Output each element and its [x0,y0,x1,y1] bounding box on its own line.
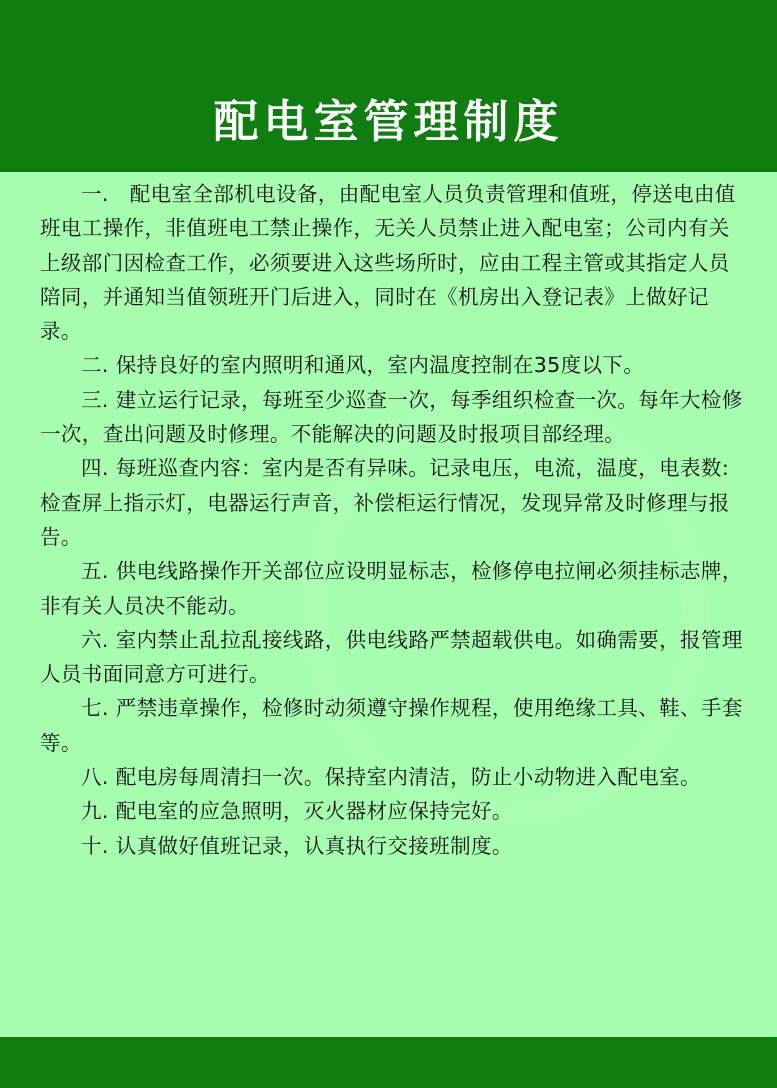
rule-paragraph-2: 二. 保持良好的室内照明和通风，室内温度控制在35度以下。 [81,353,645,378]
rule-paragraph-9: 九. 配电室的应急照明，灭火器材应保持完好。 [81,799,513,824]
rule-paragraph-1: 一. 配电室全部机电设备，由配电室人员负责管理和值班，停送电由值班电工操作，非值班电工禁止操作，无关人员禁止进入配电室；公司内有关上级部门因检查工作，必须要进入这些场所时，应由工程主管或其指定人员陪同，并通知当值领班开门后进入，同时在《机房出入登记表》上做好记录。 [40,182,736,344]
rule-paragraph-3: 三. 建立运行记录，每班至少巡查一次，每季组织检查一次。每年大检修一次，查出问题及时修理。不能解决的问题及时报项目部经理。 [40,387,743,447]
rule-paragraph-8: 八. 配电房每周清扫一次。保持室内清洁，防止小动物进入配电室。 [81,765,701,790]
rule-paragraph-10: 十. 认真做好值班记录，认真执行交接班制度。 [81,833,513,858]
rule-paragraph-4: 四. 每班巡查内容：室内是否有异味。记录电压，电流，温度，电表数:检查屏上指示灯，电器运行声音，补偿柜运行情况，发现异常及时修理与报告。 [40,456,730,549]
rule-paragraph-7: 七. 严禁违章操作，检修时动须遵守操作规程，使用绝缘工具、鞋、手套等。 [40,696,743,755]
rule-paragraph-5: 五. 供电线路操作开关部位应设明显标志，检修停电拉闸必须挂标志牌，非有关人员决不能动。 [40,559,743,618]
rules-body [40,177,745,863]
footer-bar [0,1037,777,1088]
rule-paragraph-6: 六. 室内禁止乱拉乱接线路，供电线路严禁超载供电。如确需要，报管理人员书面同意方可进行。 [40,627,743,687]
page-title: 配电室管理制度 [213,95,564,148]
